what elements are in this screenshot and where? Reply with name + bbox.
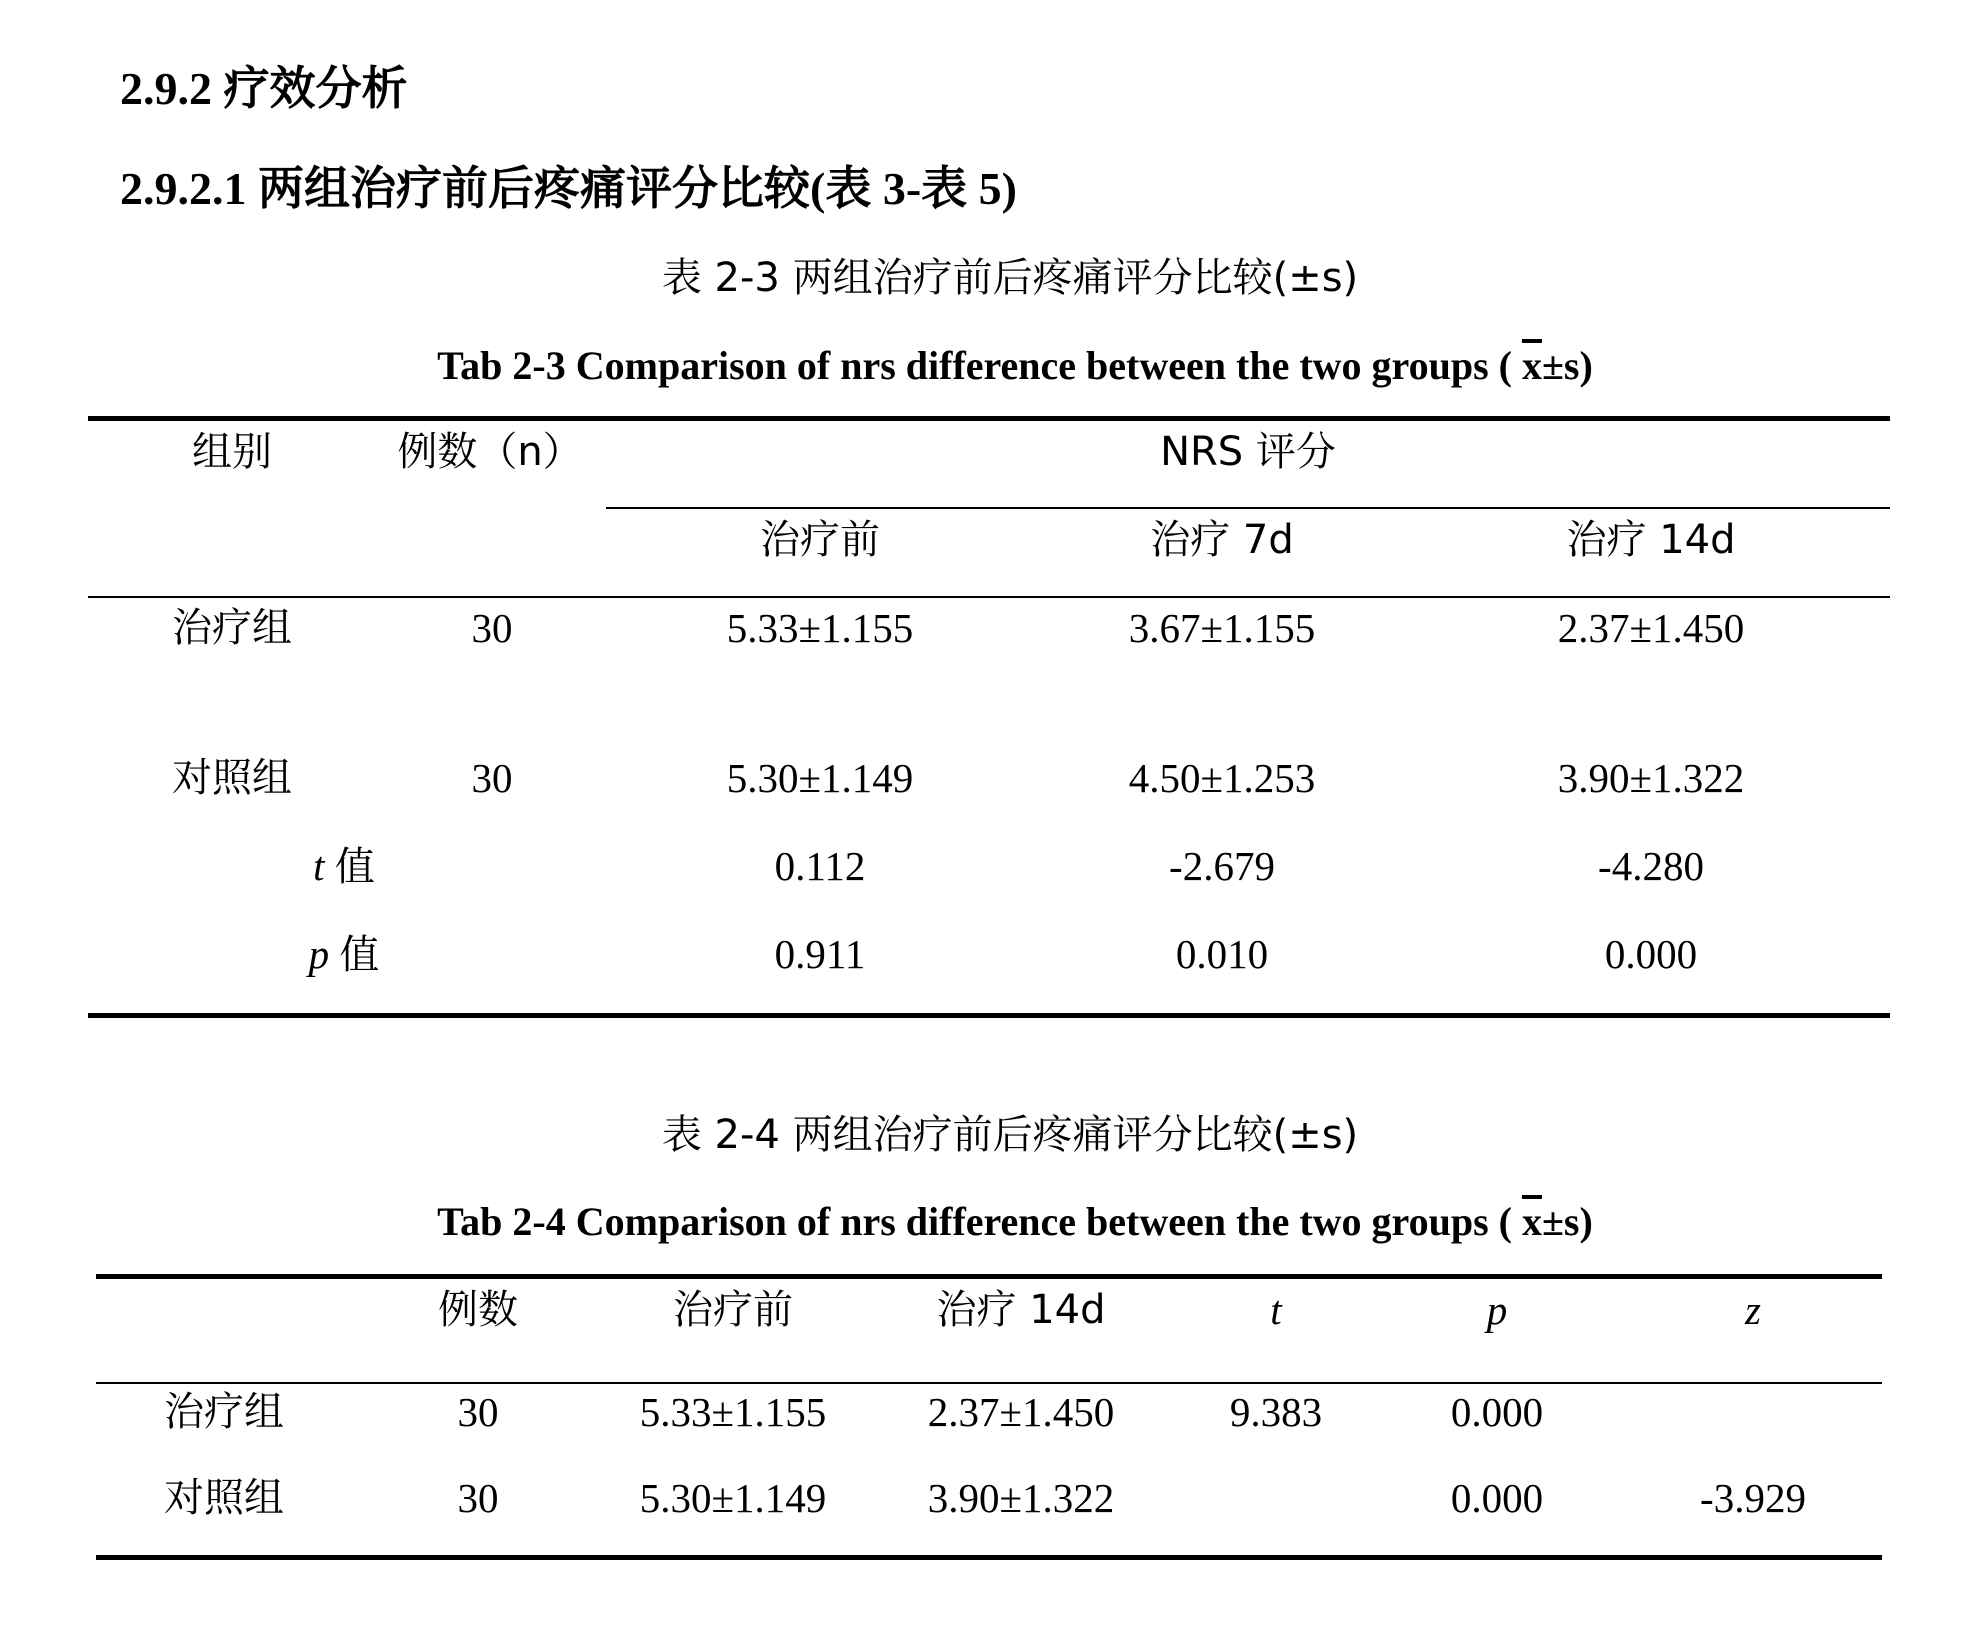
table1-t-before: 0.112 [774, 843, 866, 889]
table2-row2-d14: 3.90±1.322 [927, 1475, 1115, 1521]
table2-row2-p: 0.000 [1450, 1475, 1544, 1521]
table2-row1-p: 0.000 [1450, 1389, 1544, 1435]
table2-header-z: z [1745, 1287, 1761, 1333]
table1-top-rule [88, 416, 1890, 421]
table1-caption-cn: 表 2-3 两组治疗前后疼痛评分比较(±s) [661, 255, 1359, 301]
table2-caption-cn: 表 2-4 两组治疗前后疼痛评分比较(±s) [661, 1112, 1359, 1158]
table1-p-before: 0.911 [774, 931, 866, 977]
table2-header-n: 例数 [438, 1287, 518, 1333]
table2-caption-en: Tab 2-4 Comparison of nrs difference between the two groups ( $\overline{x}\pm s$) [437, 1199, 1593, 1244]
x-bar-symbol: $\overline{x}$ [1521, 1199, 1542, 1244]
table1-header-n: 例数（n） [397, 429, 583, 475]
table1-t-d14: -4.280 [1598, 843, 1704, 889]
table1-row2-d14: 3.90±1.322 [1557, 755, 1745, 801]
table2-header-t: t [1270, 1287, 1282, 1333]
table1-row1-d14: 2.37±1.450 [1557, 605, 1745, 651]
table2-row1-t: 9.383 [1229, 1389, 1323, 1435]
table1-row2-d7: 4.50±1.253 [1128, 755, 1316, 801]
table2-row1-group: 治疗组 [164, 1389, 284, 1435]
table2-header-d14: 治疗 14d [936, 1287, 1106, 1333]
table1-bottom-rule [88, 1013, 1890, 1018]
table1-row2-group: 对照组 [172, 755, 292, 801]
table1-header-group: 组别 [192, 429, 272, 475]
table2-header-before: 治疗前 [673, 1287, 793, 1333]
table1-nrs-rule [606, 507, 1890, 509]
table1-row1-group: 治疗组 [172, 605, 292, 651]
table2-row2-before: 5.30±1.149 [639, 1475, 827, 1521]
table2-row2-z: -3.929 [1700, 1475, 1806, 1521]
table1-p-label: p 值 [308, 931, 380, 978]
table1-header-d7: 治疗 7d [1150, 517, 1294, 563]
table2-row1-n: 30 [457, 1389, 499, 1435]
table2-header-rule [96, 1382, 1882, 1384]
table1-header-before: 治疗前 [760, 517, 880, 563]
table1-p-d7: 0.010 [1175, 931, 1269, 977]
table1-header-nrs: NRS 评分 [1160, 429, 1336, 475]
table1-row1-d7: 3.67±1.155 [1128, 605, 1316, 651]
table2-row2-group: 对照组 [164, 1475, 284, 1521]
table1-caption-en: Tab 2-3 Comparison of nrs difference between the two groups ( $\overline{x}\pm s$) [437, 343, 1593, 388]
table2-header-p: p [1486, 1287, 1508, 1333]
table1-row2-before: 5.30±1.149 [726, 755, 914, 801]
table1-header-d14: 治疗 14d [1566, 517, 1736, 563]
table1-row1-n: 30 [471, 605, 513, 651]
table1-header-rule [88, 596, 1890, 598]
table1-row1-before: 5.33±1.155 [726, 605, 914, 651]
table1-row2-n: 30 [471, 755, 513, 801]
table2-row1-d14: 2.37±1.450 [927, 1389, 1115, 1435]
table1-t-label: t 值 [313, 843, 375, 890]
x-bar-symbol: $\overline{x}$ [1521, 343, 1542, 388]
table1-p-d14: 0.000 [1604, 931, 1698, 977]
table2-row1-before: 5.33±1.155 [639, 1389, 827, 1435]
table2-bottom-rule [96, 1555, 1882, 1560]
table2-row2-n: 30 [457, 1475, 499, 1521]
subsection-heading: 2.9.2.1 两组治疗前后疼痛评分比较(表 3-表 5) [120, 163, 1017, 214]
table2-top-rule [96, 1274, 1882, 1279]
table1-t-d7: -2.679 [1169, 843, 1275, 889]
section-heading: 2.9.2 疗效分析 [120, 63, 408, 114]
